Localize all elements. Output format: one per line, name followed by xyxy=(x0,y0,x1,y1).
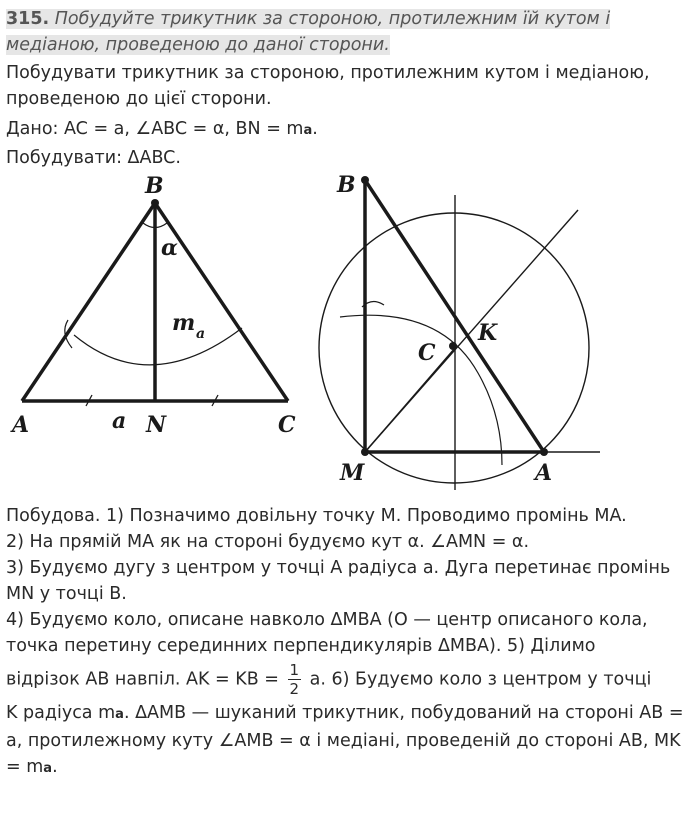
fraction-numerator: 1 xyxy=(289,661,300,679)
step-line-6-sub: a xyxy=(115,707,124,722)
step-line-4: 4) Будуємо коло, описане навколо ΔMBA (O — центр описаного кола, точка перетину серединних перпендикулярів ΔMBA). 5) Ділимо xyxy=(6,610,648,656)
given-text xyxy=(6,116,691,144)
step-line-5-pre: відрізок AB навпіл. AK = KB = xyxy=(6,669,279,690)
point-C xyxy=(449,342,457,350)
side-AB xyxy=(22,203,155,401)
given-subscript: a xyxy=(303,123,313,138)
segment-MK xyxy=(365,348,455,452)
step-line-6-sub2: a xyxy=(43,761,53,776)
task-text: Побудувати трикутник за стороною, протилежним кутом і медіаною, проведеною до цієї сторони. xyxy=(6,63,650,109)
construct-text: Побудувати: ΔABC. xyxy=(6,148,181,168)
point-B xyxy=(151,199,159,207)
step-line-1: Побудова. 1) Позначимо довільну точку M. Проводимо промінь MA. xyxy=(6,506,627,526)
problem-header xyxy=(6,6,691,58)
step-line-6-end: . xyxy=(52,757,58,777)
step-line-2: 2) На прямій MA як на стороні будуємо кут α. ∠AMN = α. xyxy=(6,532,530,552)
label-A: A xyxy=(12,412,30,438)
label-m: m xyxy=(172,310,196,336)
side-BC xyxy=(155,203,288,401)
label-C: C xyxy=(418,340,436,366)
step-line-6-post: . ΔAMB — шуканий трикутник, побудований на стороні AB = a, протилежному куту ∠AMB = α і медіані, проведеній до стороні AB, MK = m xyxy=(6,703,684,777)
point-A xyxy=(540,448,548,456)
fraction-denominator: 2 xyxy=(289,680,300,698)
point-M xyxy=(361,448,369,456)
step-line-6 xyxy=(6,700,691,782)
figure-triangle xyxy=(0,170,310,450)
label-alpha: α xyxy=(161,235,178,261)
fraction-half xyxy=(288,661,302,698)
label-K: K xyxy=(478,320,498,346)
label-B: B xyxy=(145,173,164,199)
problem-number: 315. xyxy=(6,9,50,29)
construction-steps xyxy=(6,503,691,782)
step-line-3: 3) Будуємо дугу з центром у точці A радіуса a. Дуга перетинає промінь MN у точці B. xyxy=(6,558,671,604)
label-M: M xyxy=(340,460,365,486)
problem-statement xyxy=(6,9,610,55)
label-m-sub: a xyxy=(196,326,206,342)
step-line-6-pre: K радіуса m xyxy=(6,703,116,723)
problem-text: Побудуйте трикутник за стороною, протилежним їй кутом і медіаною, проведеною до даної сторони. xyxy=(6,9,611,55)
label-A: A xyxy=(535,460,553,486)
given-main: Дано: AC = a, ∠ABC = α, BN = m xyxy=(6,119,304,139)
step-line-5-post: a. 6) Будуємо коло з центром у точці xyxy=(309,669,652,690)
label-a: a xyxy=(112,408,127,434)
figure-construction xyxy=(310,165,695,495)
step-line-5 xyxy=(6,661,691,698)
label-B: B xyxy=(337,172,356,198)
point-B xyxy=(361,176,369,184)
label-C: C xyxy=(278,412,296,438)
label-N: N xyxy=(146,412,167,438)
given-end: . xyxy=(312,119,318,139)
arc-ma xyxy=(74,328,242,365)
